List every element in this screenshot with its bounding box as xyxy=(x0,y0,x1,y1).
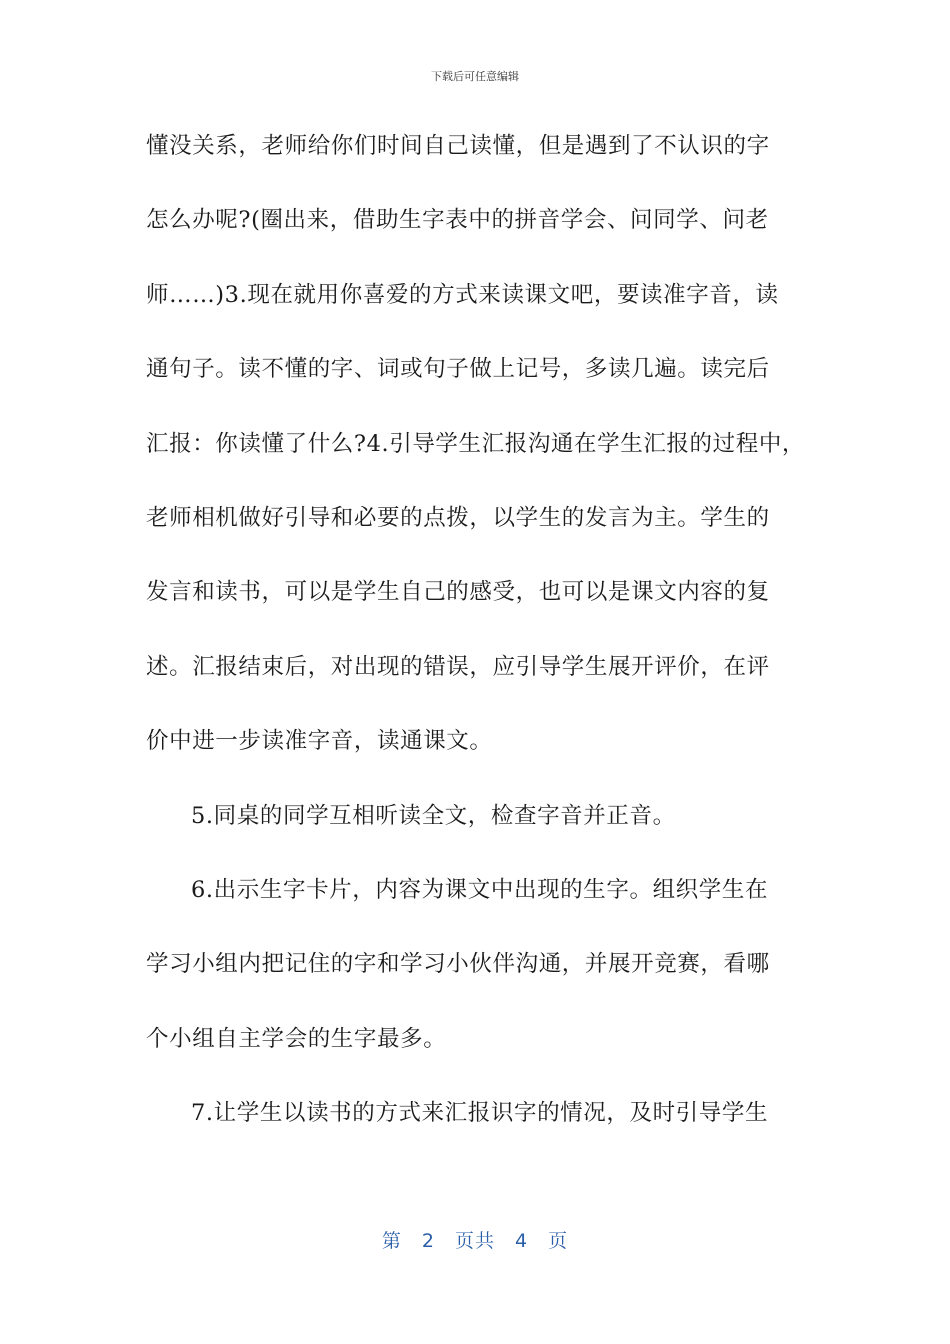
text-line: 师……)3.现在就用你喜爱的方式来读课文吧，要读准字音，读 xyxy=(146,281,779,308)
text-line: 通句子。读不懂的字、词或句子做上记号，多读几遍。读完后 xyxy=(146,356,770,383)
page-prefix: 第 xyxy=(381,1230,402,1252)
text-line: 老师相机做好引导和必要的点拨，以学生的发言为主。学生的 xyxy=(146,504,770,531)
text-line: 汇报：你读懂了什么?4.引导学生汇报沟通在学生汇报的过程中， xyxy=(146,430,806,457)
text-line: 怎么办呢?(圈出来，借助生字表中的拼音学会、问同学、问老 xyxy=(146,207,769,234)
text-line: 懂没关系，老师给你们时间自己读懂，但是遇到了不认识的字 xyxy=(146,133,770,159)
header-note: 下载后可任意编辑 xyxy=(431,70,519,83)
document-body xyxy=(146,124,826,1165)
text-line: 学习小组内把记住的字和学习小伙伴沟通，并展开竞赛，看哪 xyxy=(146,951,770,978)
text-line: 个小组自主学会的生字最多。 xyxy=(146,1025,447,1052)
text-line: 述。汇报结束后，对出现的错误，应引导学生展开评价，在评 xyxy=(146,653,770,680)
page-footer xyxy=(0,1226,950,1253)
text-line: 6.出示生字卡片，内容为课文中出现的生字。组织学生在 xyxy=(191,876,769,903)
total-pages-number: 4 xyxy=(515,1230,529,1252)
text-line: 价中进一步读准字音，读通课文。 xyxy=(146,728,493,755)
page-suffix: 页 xyxy=(548,1230,569,1252)
text-line: 5.同桌的同学互相听读全文，检查字音并正音。 xyxy=(191,802,676,829)
current-page-number: 2 xyxy=(421,1230,435,1252)
text-line: 发言和读书，可以是学生自己的感受，也可以是课文内容的复 xyxy=(146,579,770,606)
page-mid: 页共 xyxy=(454,1230,495,1252)
text-line: 7.让学生以读书的方式来汇报识字的情况，及时引导学生 xyxy=(191,1100,769,1127)
